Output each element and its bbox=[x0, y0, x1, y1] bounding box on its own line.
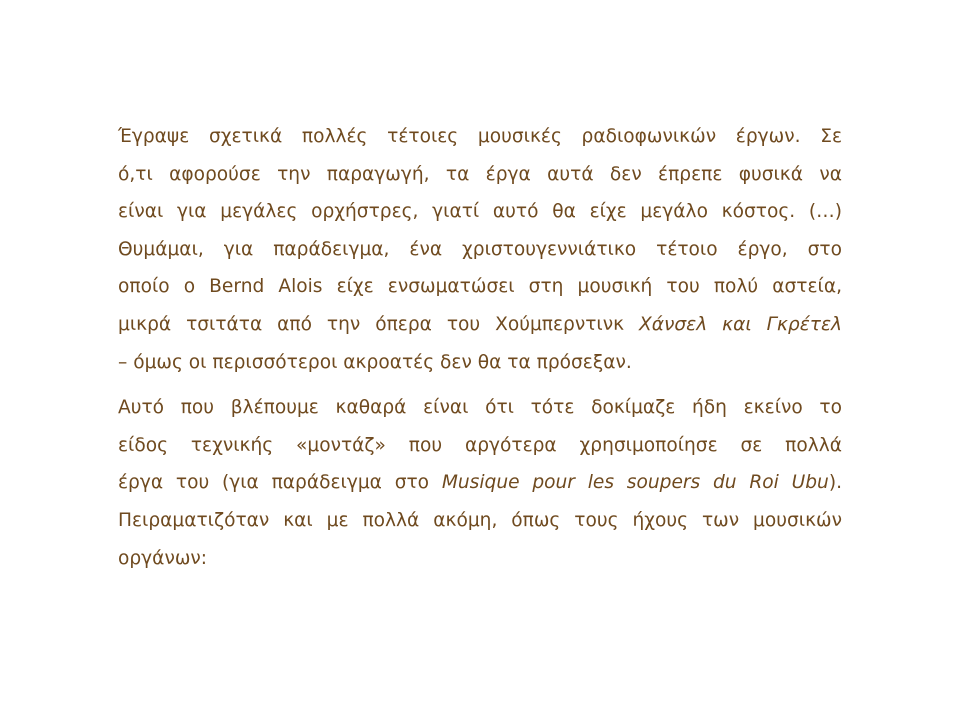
paragraph-1-line-6 bbox=[118, 306, 842, 344]
opera-title: Χάνσελ και Γκρέτελ bbox=[639, 313, 843, 335]
paragraph-1 bbox=[118, 118, 842, 381]
paragraph-2-line-4: Πειραματιζόταν και με πολλά ακόμη, όπως τους ήχους των μουσικών bbox=[118, 509, 842, 531]
paragraph-2-line-5: οργάνων: bbox=[118, 547, 208, 569]
paragraph-1-line-5: οποίο ο Bernd Alois είχε ενσωματώσει στη μουσική του πολύ αστεία, bbox=[118, 276, 842, 298]
opera-mention-text: μικρά τσιτάτα από την όπερα του Χούμπερντινκ bbox=[118, 313, 639, 335]
paragraph-2-line-2: είδος τεχνικής «μοντάζ» που αργότερα χρησιμοποίησε σε πολλά bbox=[118, 434, 842, 456]
work-title: Musique pour les soupers du Roi Ubu bbox=[441, 472, 829, 494]
work-mention-suffix: ). bbox=[828, 472, 842, 494]
paragraph-1-line-2: ό,τι αφορούσε την παραγωγή, τα έργα αυτά δεν έπρεπε φυσικά να bbox=[118, 163, 842, 185]
paragraph-1-line-4: Θυμάμαι, για παράδειγμα, ένα χριστουγεννιάτικο τέτοιο έργο, στο bbox=[118, 238, 842, 260]
work-mention-prefix: έργα του (για παράδειγμα στο bbox=[118, 472, 442, 494]
paragraph-2-line-1: Αυτό που βλέπουμε καθαρά είναι ότι τότε δοκίμαζε ήδη εκείνο το bbox=[118, 397, 842, 419]
paragraph-1-line-1: Έγραψε σχετικά πολλές τέτοιες μουσικές ραδιοφωνικών έργων. Σε bbox=[118, 126, 842, 147]
paragraph-1-line-7: – όμως οι περισσότεροι ακροατές δεν θα τα πρόσεξαν. bbox=[118, 351, 632, 373]
paragraph-1-line-3: είναι για μεγάλες ορχήστρες, γιατί αυτό θα είχε μεγάλο κόστος. (…) bbox=[118, 201, 842, 223]
text-body bbox=[118, 118, 842, 577]
paragraph-2 bbox=[118, 389, 842, 577]
paragraph-2-line-3 bbox=[118, 464, 842, 502]
